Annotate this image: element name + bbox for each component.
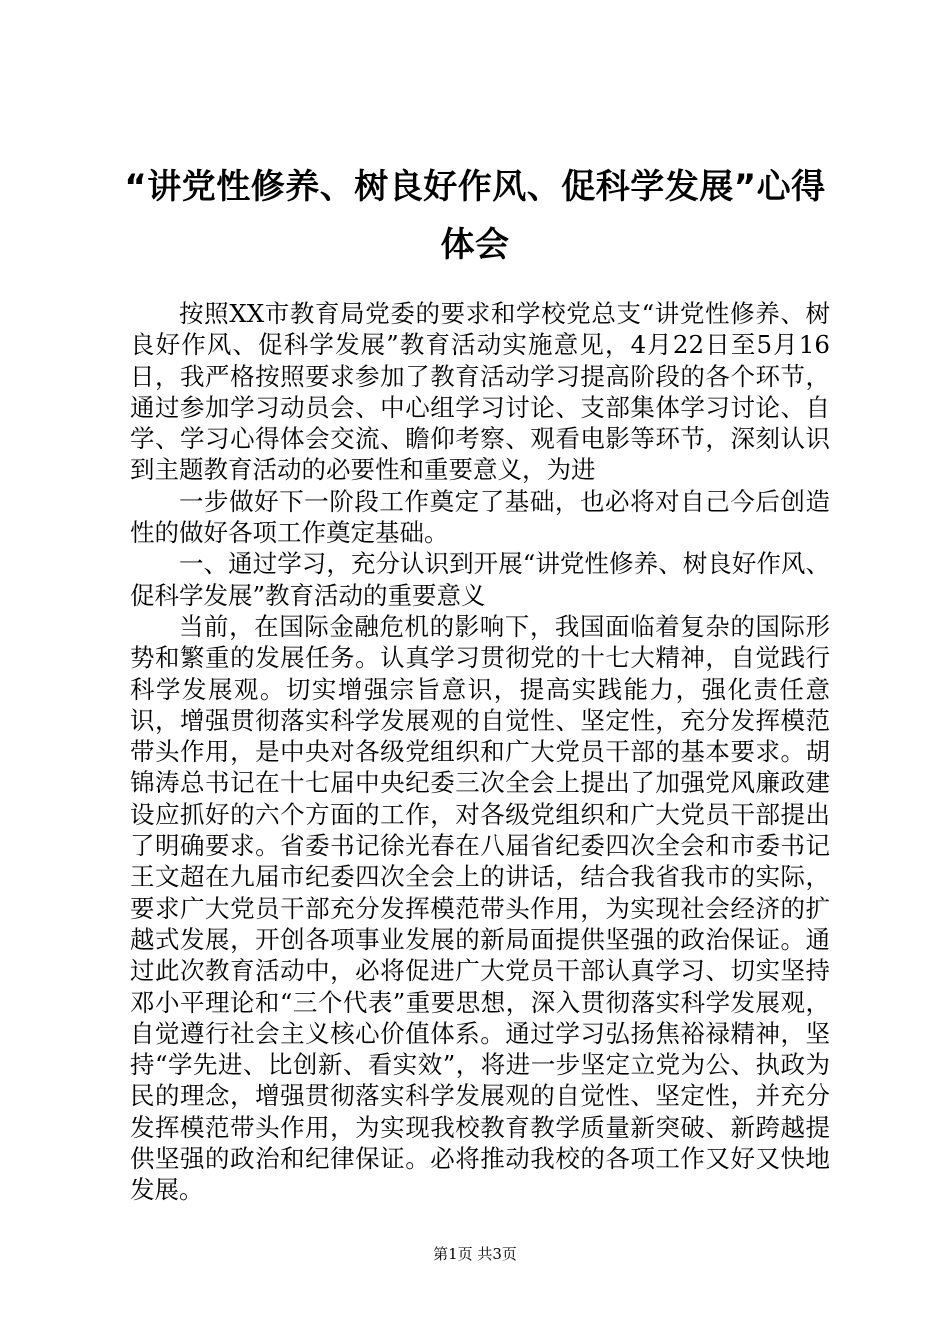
document-body [130, 298, 830, 1206]
page-footer: 第1页 共3页 [433, 1245, 517, 1263]
paragraph-intro: 按照XX市教育局党委的要求和学校党总支“讲党性修养、树良好作风、促科学发展”教育活动实施意见，4月22日至5月16日，我严格按照要求参加了教育活动学习提高阶段的各个环节，通过参加学习动员会、中心组学习讨论、支部集体学习讨论、自学、学习心得体会交流、瞻仰考察、观看电影等环节，深刻认识到主题教育活动的必要性和重要意义，为进 [130, 299, 830, 485]
document-title: “讲党性修养、树良好作风、促科学发展”心得体会 [124, 167, 826, 265]
section-heading-1: 一、通过学习，充分认识到开展“讲党性修养、树良好作风、促科学发展”教育活动的重要意义 [130, 549, 830, 610]
paragraph-background: 当前，在国际金融危机的影响下，我国面临着复杂的国际形势和繁重的发展任务。认真学习贯彻党的十七大精神，自觉践行科学发展观。切实增强宗旨意识，提高实践能力，强化责任意识，增强贯彻落实科学发展观的自觉性、坚定性，充分发挥模范带头作用，是中央对各级党组织和广大党员干部的基本要求。胡锦涛总书记在十七届中央纪委三次全会上提出了加强党风廉政建设应抓好的六个方面的工作，对各级党组织和广大党员干部提出了明确要求。省委书记徐光春在八届省纪委四次全会和市委书记王文超在九届市纪委四次全会上的讲话，结合我省我市的实际，要求广大党员干部充分发挥模范带头作用，为实现社会经济的扩越式发展，开创各项事业发展的新局面提供坚强的政治保证。通过此次教育活动中，必将促进广大党员干部认真学习、切实坚持邓小平理论和“三个代表”重要思想，深入贯彻落实科学发展观，自觉遵行社会主义核心价值体系。通过学习弘扬焦裕禄精神，坚持“学先进、比创新、看实效”，将进一步坚定立党为公、执政为民的理念，增强贯彻落实科学发展观的自觉性、坚定性，并充分发挥模范带头作用，为实现我校教育教学质量新突破、新跨越提供坚强的政治和纪律保证。必将推动我校的各项工作又好又快地发展。 [130, 611, 830, 1205]
paragraph-foundation: 一步做好下一阶段工作奠定了基础，也必将对自己今后创造性的做好各项工作奠定基础。 [130, 486, 830, 548]
